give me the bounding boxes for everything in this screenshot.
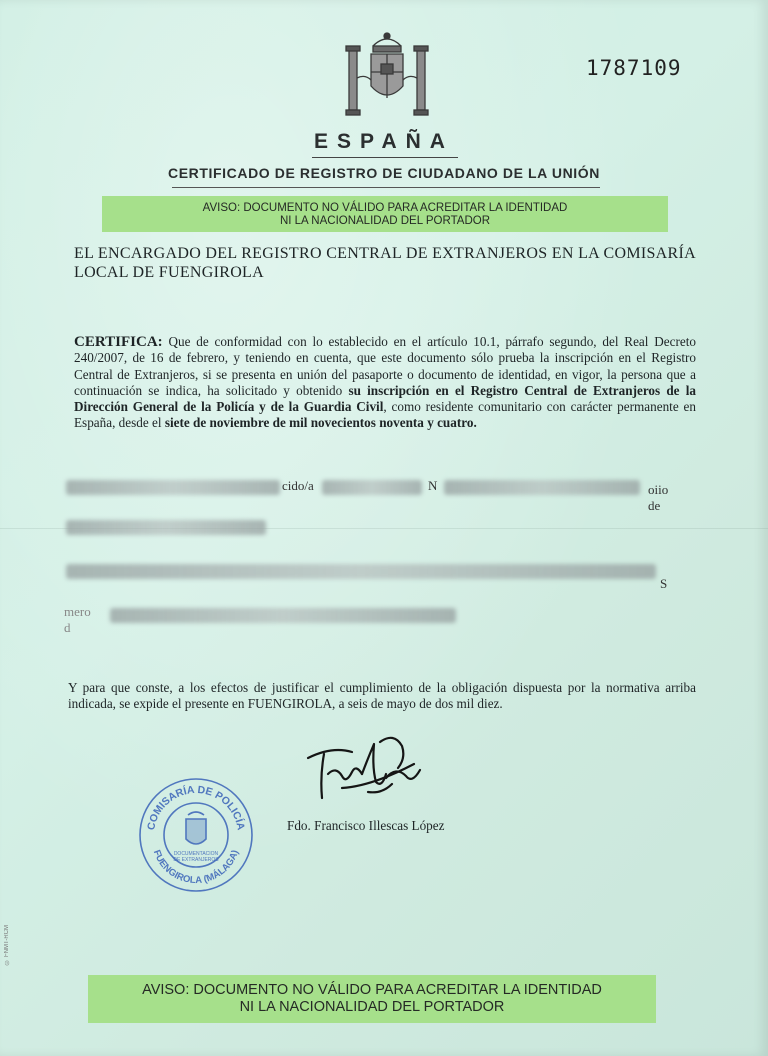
- redaction-bar: [66, 480, 280, 495]
- title-underline: [172, 187, 600, 188]
- police-stamp-icon: [136, 775, 256, 895]
- redaction-bar: [66, 564, 656, 579]
- issuer-statement: EL ENCARGADO DEL REGISTRO CENTRAL DE EXTRANJEROS EN LA COMISARÍA LOCAL DE FUENGIROLA: [74, 245, 696, 281]
- stamp-text-inner: DOCUMENTACIÓN DE EXTRANJEROS: [173, 851, 219, 863]
- redaction-bar: [444, 480, 640, 495]
- redacted-fragment: N: [428, 478, 438, 493]
- redacted-fragment: S: [660, 576, 668, 591]
- notice-line-2: NI LA NACIONALIDAD DEL PORTADOR: [239, 999, 505, 1015]
- handwritten-signature: [302, 728, 426, 808]
- certifica-bold-2: siete de noviembre de mil novecientos noventa y cuatro.: [164, 415, 477, 431]
- spain-coat-of-arms-icon: [343, 28, 431, 120]
- serial-number: 1787109: [586, 56, 682, 80]
- closing-paragraph: Y para que conste, a los efectos de justificar el cumplimiento de la obligación dispuesta por la normativa arriba indicada, se expide el presente en FUENGIROLA, a seis de mayo de dos mil diez.: [68, 680, 696, 712]
- stamp-text-bottom: FUENGIROLA (MÁLAGA): [150, 848, 242, 887]
- notice-line-1: AVISO: DOCUMENTO NO VÁLIDO PARA ACREDITAR LA IDENTIDAD: [142, 982, 602, 998]
- stamp-text-top: COMISARÍA DE POLICÍA: [145, 783, 247, 832]
- certifica-label: CERTIFICA:: [74, 334, 163, 350]
- redacted-fragment: oiio de: [648, 482, 669, 513]
- country-heading: ESPAÑA: [314, 130, 454, 153]
- certifica-text-2: , como residente comunitario con carácter permanente en España, desde el: [74, 399, 696, 431]
- certificate-title: CERTIFICADO DE REGISTRO DE CIUDADANO DE LA UNIÓN: [168, 165, 600, 181]
- notice-line-2: NI LA NACIONALIDAD DEL PORTADOR: [279, 214, 491, 227]
- notice-line-1: AVISO: DOCUMENTO NO VÁLIDO PARA ACREDITAR LA IDENTIDAD: [202, 202, 568, 214]
- notice-banner-bottom: [88, 975, 656, 1023]
- redacted-fragment: cido/a: [282, 478, 314, 493]
- redaction-bar: [322, 480, 422, 495]
- certifica-text-1: Que de conformidad con lo establecido en el artículo 10.1, párrafo segundo, del Real Decreto 240/2007, de 16 de febrero, y teniendo en cuenta, que este documento sólo prueba la inscripción en el Registro Central de Extranjeros, si se presenta en unión del pasaporte o documento de identidad, en vigor, la persona que a continuación se indica, ha solicitado y obtenido: [74, 334, 696, 398]
- redaction-bar: [66, 520, 266, 535]
- redaction-bar: [110, 608, 456, 623]
- edge-print: © FNMT-RCM: [4, 925, 10, 965]
- redacted-fragment: mero d: [64, 604, 91, 635]
- notice-banner-top: [102, 196, 668, 232]
- certifica-bold-1: su inscripción en el Registro Central de Extranjeros de la Dirección General de la Policía y de la Guardia Civil: [74, 382, 696, 415]
- country-underline: [312, 157, 458, 158]
- certifica-paragraph: [74, 334, 696, 432]
- signer-name: Fdo. Francisco Illescas López: [287, 818, 445, 833]
